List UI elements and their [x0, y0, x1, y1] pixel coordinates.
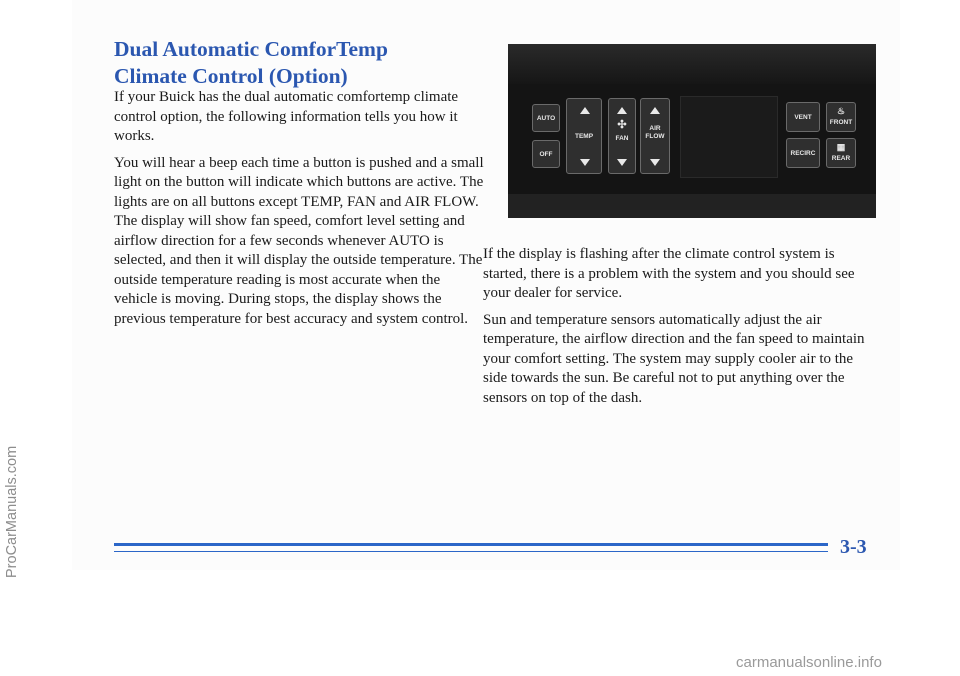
- climate-control-photo: [508, 44, 876, 218]
- auto-button: AUTO: [532, 104, 560, 132]
- paragraph: If your Buick has the dual automatic comfortemp climate control option, the following information tells you how it works.: [114, 89, 459, 144]
- rear-defrost-button: [826, 138, 856, 168]
- temp-label: TEMP: [574, 133, 594, 140]
- page-number: 3-3: [840, 536, 867, 558]
- panel-top-edge: [508, 44, 876, 84]
- air-flow-rocker: [640, 98, 670, 174]
- rear-defrost-icon: ▦: [836, 142, 846, 152]
- footer-rule-thin: [114, 551, 828, 552]
- front-defrost-icon: ♨: [836, 106, 846, 116]
- fan-down-arrow-icon: [617, 159, 627, 166]
- front-defrost-button: [826, 102, 856, 132]
- fan-rocker: [608, 98, 636, 174]
- temp-rocker: [566, 98, 602, 174]
- temp-up-arrow-icon: [580, 107, 590, 114]
- heading-line-2: Climate Control (Option): [114, 64, 348, 88]
- fan-up-arrow-icon: [617, 107, 627, 114]
- air-flow-up-arrow-icon: [650, 107, 660, 114]
- left-column: [114, 88, 486, 336]
- air-label: AIR: [649, 125, 661, 132]
- air-flow-down-arrow-icon: [650, 159, 660, 166]
- footer-watermark: carmanualsonline.info: [736, 654, 882, 671]
- paragraph: You will hear a beep each time a button is pushed and a small light on the button will indicate which buttons are active. The lights are on all buttons except TEMP, FAN and AIR FLOW. The display will show fan speed, comfort level setting and airflow direction for a few seconds whenever AUTO is selected, and then it will display the outside temperature. The outside temperature reading is most accurate when the vehicle is moving. During stops, the display shows the previous temperature for best accuracy and system control.: [114, 154, 484, 327]
- front-label: FRONT: [829, 119, 853, 126]
- recirc-button: RECIRC: [786, 138, 820, 168]
- paragraph: If the display is flashing after the climate control system is started, there is a problem with the system and you should see your dealer for service.: [483, 246, 855, 301]
- right-column: [483, 245, 875, 415]
- climate-display: [680, 96, 778, 178]
- vent-button: VENT: [786, 102, 820, 132]
- heading-line-1: Dual Automatic ComforTemp: [114, 37, 388, 61]
- fan-icon: ✣: [617, 119, 627, 131]
- panel-bottom-edge: [508, 194, 876, 218]
- off-button: OFF: [532, 140, 560, 168]
- rear-label: REAR: [831, 155, 851, 162]
- fan-label: FAN: [615, 135, 629, 142]
- footer-rule-thick: [114, 543, 828, 546]
- section-heading: [114, 36, 454, 90]
- flow-label: FLOW: [645, 133, 665, 140]
- paragraph: Sun and temperature sensors automatically adjust the air temperature, the airflow direction and the fan speed to maintain your comfort setting. The system may supply cooler air to the side towards the sun. Be careful not to put anything over the sensors on top of the dash.: [483, 311, 865, 406]
- temp-down-arrow-icon: [580, 159, 590, 166]
